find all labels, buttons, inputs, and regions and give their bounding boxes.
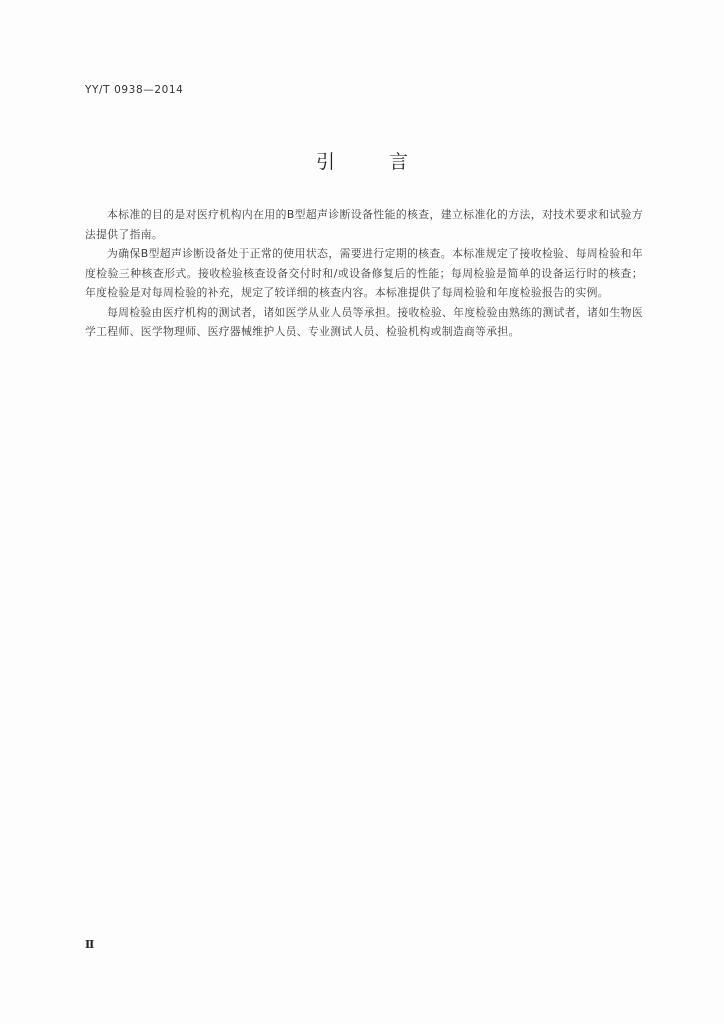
body-text [85,205,643,342]
paragraph-inspection-types: 为确保B型超声诊断设备处于正常的使用状态，需要进行定期的核查。本标准规定了接收检验、每周检验和年度检验三种核查形式。接收检验核查设备交付时和/或设备修复后的性能；每周检验是简单的设备运行时的核查；年度检验是对每周检验的补充，规定了较详细的核查内容。本标准提供了每周检验和年度检验报告的实例。 [85,247,643,299]
paragraph-purpose: 本标准的目的是对医疗机构内在用的B型超声诊断设备性能的核查，建立标准化的方法，对技术要求和试验方法提供了指南。 [85,208,643,241]
paragraph-testers: 每周检验由医疗机构的测试者，诸如医学从业人员等承担。接收检验、年度检验由熟练的测试者，诸如生物医学工程师、医学物理师、医疗器械维护人员、专业测试人员、检验机构或制造商等承担。 [85,305,643,338]
page-number: Ⅱ [85,938,95,951]
page-title: 引 言 [315,151,433,173]
standard-code: YY/T 0938—2014 [85,84,184,96]
